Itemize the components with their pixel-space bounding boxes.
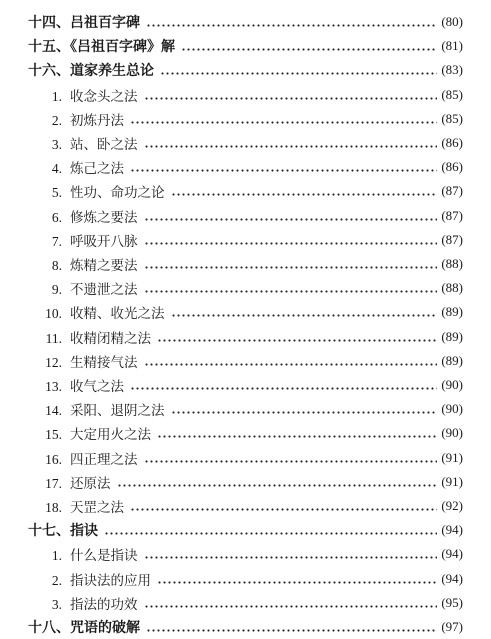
toc-entry-label — [40, 302, 167, 322]
toc-entry-label — [40, 375, 126, 395]
dot-leader — [157, 569, 437, 589]
toc-entry-label — [28, 60, 156, 80]
toc-entry-number: 9. — [51, 282, 62, 298]
toc-page-number: (86) — [441, 159, 463, 175]
toc-entry-title: 指法的功效 — [70, 596, 138, 613]
toc-page-number: (83) — [441, 62, 463, 78]
dot-leader — [130, 157, 437, 177]
toc-section-entry[interactable] — [40, 133, 463, 153]
toc-entry-title: 性功、命功之论 — [70, 185, 165, 202]
toc-page-number: (89) — [441, 328, 463, 344]
toc-entry-label — [40, 569, 153, 589]
toc-entry-label — [40, 496, 126, 516]
toc-entry-number: 8. — [51, 258, 62, 273]
toc-page-number: (85) — [441, 86, 463, 102]
toc-section-entry[interactable] — [40, 399, 463, 419]
toc-section-entry[interactable] — [40, 85, 463, 105]
toc-entry-label — [40, 351, 140, 371]
toc-page-number: (80) — [441, 14, 463, 29]
toc-chapter-entry[interactable] — [28, 36, 463, 56]
dot-leader — [117, 472, 438, 492]
toc-page-number: (97) — [441, 619, 463, 634]
toc-page-number: (88) — [441, 256, 463, 271]
toc-entry-number: 1. — [51, 88, 62, 104]
toc-entry-number: 14. — [45, 403, 62, 419]
dot-leader — [144, 133, 438, 153]
toc-page-number: (87) — [441, 183, 463, 199]
toc-section-entry[interactable] — [40, 302, 463, 322]
toc-section-entry[interactable] — [40, 230, 463, 250]
toc-section-entry[interactable] — [40, 544, 463, 564]
dot-leader — [146, 12, 437, 32]
toc-section-entry[interactable] — [40, 448, 463, 468]
toc-page-number: (94) — [441, 522, 463, 538]
toc-page-number: (90) — [441, 377, 463, 392]
toc-entry-title: 炼己之法 — [70, 161, 124, 178]
toc-entry-label — [40, 85, 140, 105]
toc-entry-number: 3. — [51, 596, 62, 612]
toc-chapter-entry[interactable] — [28, 520, 463, 540]
toc-page-number: (85) — [441, 110, 463, 126]
toc-entry-title: 收精、收光之法 — [70, 306, 165, 323]
toc-entry-title: 收念头之法 — [70, 88, 138, 105]
toc-page-number: (95) — [441, 594, 463, 610]
toc-entry-title: 十七、指诀 — [28, 523, 98, 540]
toc-page-number: (94) — [441, 546, 463, 562]
toc-entry-label — [40, 448, 140, 468]
toc-section-entry[interactable] — [40, 593, 463, 613]
toc-entry-label — [40, 109, 126, 129]
toc-page-number: (86) — [441, 135, 463, 150]
toc-entry-title: 采阳、退阴之法 — [70, 403, 165, 420]
toc-entry-number: 12. — [45, 354, 62, 370]
toc-entry-number: 17. — [45, 475, 62, 491]
toc-page-number: (90) — [441, 401, 463, 417]
dot-leader — [171, 302, 438, 322]
toc-chapter-entry[interactable] — [28, 60, 463, 80]
toc-entry-label — [40, 472, 113, 492]
toc-entry-title: 生精接气法 — [70, 354, 138, 371]
toc-entry-label — [40, 206, 140, 226]
toc-entry-label — [40, 544, 140, 564]
toc-entry-label — [28, 36, 177, 56]
dot-leader — [144, 254, 438, 274]
toc-page-number: (91) — [441, 473, 463, 489]
dot-leader — [144, 544, 438, 564]
toc-entry-label — [28, 617, 142, 637]
toc-entry-number: 1. — [51, 548, 62, 564]
toc-entry-number: 7. — [51, 233, 62, 249]
toc-entry-number: 6. — [51, 209, 62, 225]
toc-entry-title: 还原法 — [70, 475, 111, 492]
toc-page-number: (94) — [441, 570, 463, 586]
toc-entry-title: 指诀法的应用 — [70, 572, 151, 589]
dot-leader — [144, 85, 438, 105]
toc-section-entry[interactable] — [40, 157, 463, 177]
dot-leader — [130, 496, 437, 516]
toc-entry-title: 不遗泄之法 — [70, 282, 138, 299]
toc-entry-title: 大定用火之法 — [70, 427, 151, 444]
dot-leader — [144, 230, 438, 250]
dot-leader — [144, 278, 438, 298]
dot-leader — [181, 36, 437, 56]
toc-section-entry[interactable] — [40, 181, 463, 201]
toc-entry-title: 十八、咒语的破解 — [28, 620, 140, 636]
toc-section-entry[interactable] — [40, 278, 463, 298]
toc-page-number: (90) — [441, 425, 463, 441]
toc-section-entry[interactable] — [40, 569, 463, 589]
toc-page-number: (89) — [441, 352, 463, 368]
toc-entry-title: 站、卧之法 — [70, 137, 138, 153]
toc-entry-label — [40, 278, 140, 298]
dot-leader — [130, 109, 437, 129]
toc-entry-label — [28, 520, 100, 540]
toc-entry-label — [40, 254, 140, 274]
dot-leader — [104, 520, 437, 540]
toc-chapter-entry[interactable] — [28, 12, 463, 32]
toc-entry-title: 四正理之法 — [70, 451, 138, 468]
dot-leader — [130, 375, 437, 395]
dot-leader — [171, 181, 438, 201]
toc-entry-title: 收气之法 — [70, 379, 124, 395]
dot-leader — [144, 351, 438, 371]
toc-entry-title: 修炼之要法 — [70, 209, 138, 226]
toc-entry-number: 5. — [51, 185, 62, 201]
toc-entry-number: 2. — [51, 572, 62, 588]
toc-entry-title: 十六、道家养生总论 — [28, 63, 154, 80]
toc-section-entry[interactable] — [40, 496, 463, 516]
toc-entry-label — [40, 423, 153, 443]
dot-leader — [144, 206, 438, 226]
toc-section-entry[interactable] — [40, 109, 463, 129]
toc-entry-label — [40, 399, 167, 419]
toc-page-number: (88) — [441, 280, 463, 296]
toc-entry-title: 初炼丹法 — [70, 112, 124, 129]
toc-page-number: (89) — [441, 304, 463, 320]
toc-entry-label — [40, 181, 167, 201]
dot-leader — [160, 60, 437, 80]
toc-section-entry[interactable] — [40, 472, 463, 492]
toc-entry-label — [40, 133, 140, 153]
toc-entry-title: 收精闭精之法 — [70, 330, 151, 347]
toc-entry-number: 10. — [45, 306, 62, 322]
toc-entry-title: 炼精之要法 — [70, 258, 138, 274]
toc-entry-title: 十五、《吕祖百字碑》解 — [28, 39, 175, 56]
toc-section-entry[interactable] — [40, 254, 463, 274]
dot-leader — [157, 423, 437, 443]
dot-leader — [146, 617, 437, 637]
dot-leader — [171, 399, 438, 419]
toc-entry-number: 2. — [51, 112, 62, 128]
toc-entry-number: 4. — [51, 161, 62, 177]
toc-page-number: (92) — [441, 498, 463, 513]
toc-entry-label — [40, 327, 153, 347]
toc-page-number: (87) — [441, 207, 463, 223]
toc-section-entry[interactable] — [40, 351, 463, 371]
toc-entry-label — [40, 157, 126, 177]
toc-entry-title: 呼吸开八脉 — [70, 233, 138, 250]
toc-entry-number: 18. — [45, 500, 62, 515]
toc-chapter-entry[interactable] — [28, 617, 463, 637]
toc-entry-label — [28, 12, 142, 32]
toc-entry-label — [40, 230, 140, 250]
toc-entry-title: 十四、吕祖百字碑 — [28, 15, 140, 31]
toc-section-entry[interactable] — [40, 423, 463, 443]
toc-page-number: (91) — [441, 449, 463, 465]
toc-page-number: (87) — [441, 231, 463, 247]
toc-entry-title: 天罡之法 — [70, 500, 124, 516]
toc-entry-number: 3. — [51, 137, 62, 152]
toc-page-number: (81) — [441, 38, 463, 54]
toc-entry-label — [40, 593, 140, 613]
dot-leader — [144, 593, 438, 613]
toc-entry-number: 11. — [45, 330, 62, 346]
toc-entry-number: 13. — [45, 379, 62, 394]
dot-leader — [157, 327, 437, 347]
toc-section-entry[interactable] — [40, 327, 463, 347]
toc-entry-number: 15. — [45, 427, 62, 443]
toc-section-entry[interactable] — [40, 375, 463, 395]
dot-leader — [144, 448, 438, 468]
toc-entry-title: 什么是指诀 — [70, 548, 138, 565]
toc-section-entry[interactable] — [40, 206, 463, 226]
toc-entry-number: 16. — [45, 451, 62, 467]
